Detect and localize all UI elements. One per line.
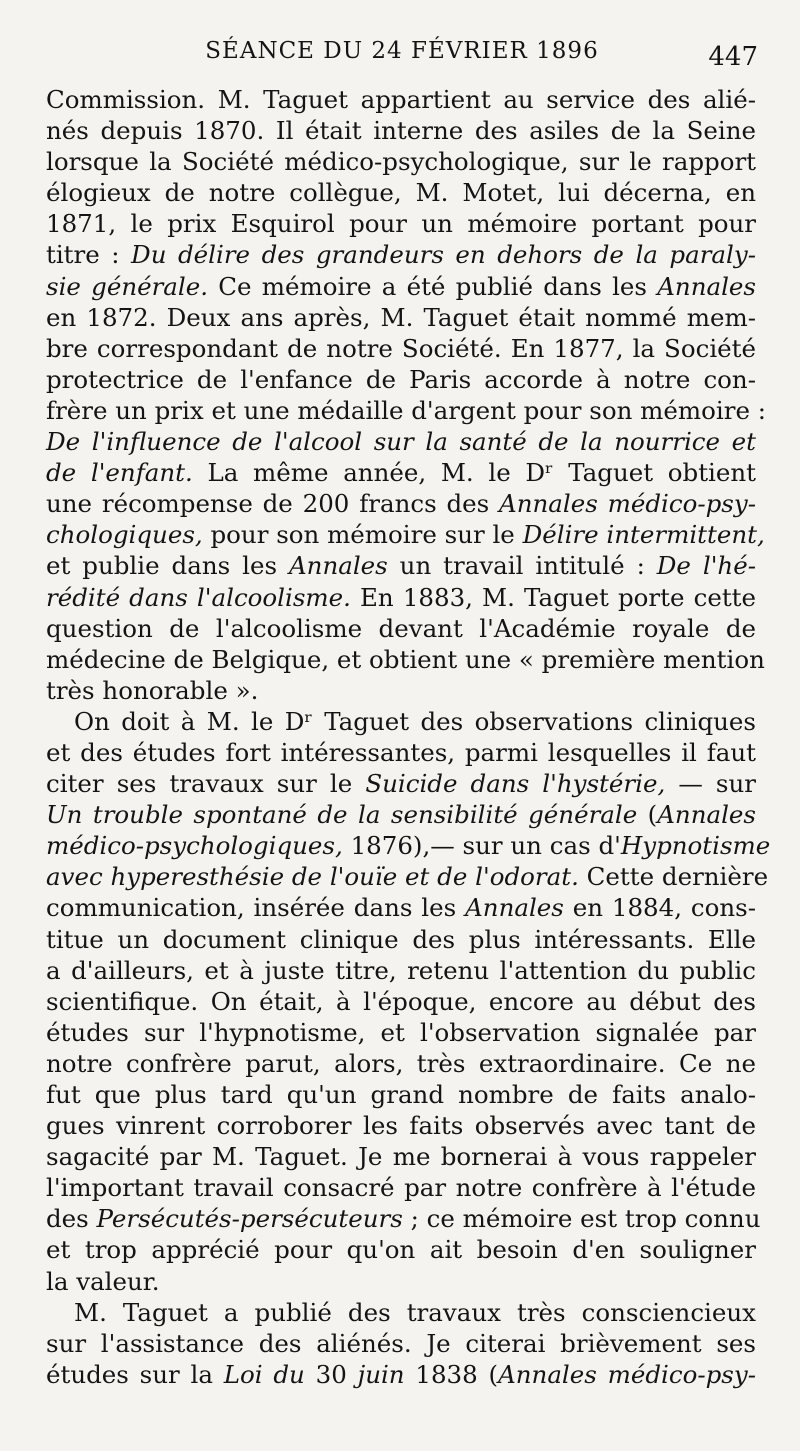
page-number: 447: [708, 42, 758, 72]
text-line: [46, 1141, 756, 1172]
text-segment: notre confrère parut, alors, très extraordinaire. Ce ne: [46, 1048, 756, 1078]
text-segment: fut que plus tard qu'un grand nombre de faits analo-: [46, 1080, 756, 1109]
text-segment: lorsque la Société médico-psychologique, sur le rapport: [46, 147, 756, 177]
text-line: [46, 675, 756, 706]
text-line: [46, 146, 756, 177]
italic-text: Loi du: [223, 1359, 305, 1389]
text-line: [46, 861, 769, 892]
text-segment: sur l'assistance des aliénés. Je citerai brièvement ses: [46, 1328, 756, 1358]
text-segment: M. Taguet a publié des travaux très consciencieux: [74, 1297, 756, 1327]
text-line: [46, 1048, 756, 1079]
text-line: [46, 986, 756, 1017]
italic-text: Délire intermittent,: [522, 520, 765, 550]
text-segment: — sur: [665, 769, 756, 799]
text-segment: en 1884, cons-: [563, 893, 756, 923]
text-segment: gues vinrent corroborer les faits observés avec tant de: [46, 1111, 756, 1141]
running-head: SÉANCE DU 24 FÉVRIER 1896: [205, 38, 599, 64]
text-segment: titue un document clinique des plus intéressants. Elle: [46, 924, 756, 954]
text-line: [46, 1297, 756, 1328]
page-header: [46, 38, 758, 78]
text-segment: élogieux de notre collègue, M. Motet, lui décerna, en: [46, 178, 756, 208]
text-segment: 1871, le prix Esquirol pour un mémoire portant pour: [46, 209, 756, 239]
text-line: [46, 395, 766, 426]
italic-text: De l'hé-: [656, 551, 756, 581]
text-segment: question de l'alcoolisme devant l'Académie royale de: [46, 613, 756, 643]
text-segment: une récompense de 200 francs des: [46, 489, 500, 519]
text-line: [46, 1079, 756, 1110]
text-segment: un travail intitulé :: [387, 551, 657, 581]
text-line: [46, 1359, 756, 1390]
text-segment: On doit à M. le Dʳ Taguet des observations cliniques: [74, 706, 756, 736]
text-line: [46, 550, 756, 581]
text-line: [46, 955, 756, 986]
body-text: [46, 84, 771, 1390]
text-segment: ; ce mémoire est trop connu: [402, 1204, 761, 1234]
text-line: [46, 1328, 756, 1359]
text-segment: et des études fort intéressantes, parmi lesquelles il faut: [46, 737, 756, 767]
text-line: [46, 115, 756, 146]
text-segment: La même année, M. le Dʳ Taguet obtient: [192, 458, 757, 488]
text-line: [46, 519, 765, 550]
text-line: [46, 582, 756, 613]
italic-text: rédité dans l'alcoolisme.: [46, 582, 351, 612]
text-line: [46, 1234, 756, 1265]
text-line: [46, 333, 756, 364]
text-segment: études sur l'hypnotisme, et l'observation signalée par: [46, 1017, 756, 1047]
text-line: [46, 488, 756, 519]
text-segment: protectrice de l'enfance de Paris accorde à notre con-: [46, 364, 756, 394]
text-line: [46, 924, 756, 955]
text-segment: frère un prix et une médaille d'argent pour son mémoire :: [46, 395, 766, 425]
text-line: [46, 84, 756, 115]
text-segment: scientifique. On était, à l'époque, encore au début des: [46, 986, 756, 1016]
text-segment: citer ses travaux sur le: [46, 769, 366, 799]
text-line: [46, 768, 756, 799]
italic-text: De l'influence de l'alcool sur la santé de la nourrice et: [46, 427, 756, 457]
italic-text: Annales: [657, 800, 756, 830]
text-line: [46, 426, 756, 457]
italic-text: Annales médico-psy-: [499, 489, 756, 519]
text-line: [46, 239, 756, 270]
text-line: [46, 1017, 756, 1048]
text-segment: pour son mémoire sur le: [202, 520, 523, 550]
text-segment: En 1883, M. Taguet porte cette: [350, 582, 757, 612]
italic-text: Annales: [465, 893, 564, 923]
text-line: [46, 830, 771, 861]
text-segment: 1876),— sur un cas d': [342, 831, 621, 861]
text-segment: la valeur.: [46, 1266, 160, 1296]
text-line: [46, 177, 756, 208]
italic-text: Hypnotisme: [620, 831, 771, 861]
text-segment: nés depuis 1870. Il était interne des asiles de la Seine: [46, 116, 756, 146]
text-line: [46, 1172, 756, 1203]
text-segment: Cette dernière: [578, 862, 769, 892]
text-segment: études sur la: [46, 1359, 224, 1389]
text-segment: 1838 (: [404, 1359, 499, 1389]
text-segment: a d'ailleurs, et à juste titre, retenu l'attention du public: [46, 955, 756, 985]
italic-text: Annales: [657, 271, 756, 301]
text-line: [46, 208, 756, 239]
text-segment: Ce mémoire a été publié dans les: [208, 271, 658, 301]
italic-text: Annales: [288, 551, 388, 581]
text-segment: et trop apprécié pour qu'on ait besoin d'en souligner: [46, 1235, 756, 1265]
text-line: [46, 1110, 756, 1141]
text-segment: très honorable ».: [46, 675, 259, 705]
italic-text: Annales médico-psy-: [498, 1359, 757, 1389]
text-line: [46, 799, 756, 830]
text-segment: en 1872. Deux ans après, M. Taguet était nommé mem-: [46, 302, 756, 332]
italic-text: de l'enfant.: [46, 458, 193, 488]
italic-text: médico-psychologiques,: [46, 831, 343, 861]
text-segment: titre :: [46, 240, 132, 270]
text-line: [46, 706, 756, 737]
text-line: [46, 302, 756, 333]
text-segment: (: [637, 800, 658, 830]
text-line: [46, 364, 756, 395]
text-line: [46, 613, 756, 644]
text-line: [46, 737, 756, 768]
italic-text: Un trouble spontané de la sensibilité générale: [46, 800, 638, 830]
text-segment: 30: [304, 1359, 358, 1389]
italic-text: Suicide dans l'hystérie,: [365, 769, 666, 799]
text-line: [46, 1266, 756, 1297]
text-segment: bre correspondant de notre Société. En 1877, la Société: [46, 333, 756, 363]
italic-text: chologiques,: [46, 520, 203, 550]
text-segment: communication, insérée dans les: [46, 893, 466, 923]
text-segment: sagacité par M. Taguet. Je me bornerai à vous rappeler: [46, 1142, 756, 1172]
text-segment: des: [46, 1204, 97, 1234]
text-segment: et publie dans les: [46, 551, 289, 581]
text-line: [46, 644, 765, 675]
italic-text: Persécutés-persécuteurs: [96, 1204, 403, 1234]
italic-text: Du délire des grandeurs en dehors de la paraly-: [131, 240, 756, 270]
italic-text: sie générale.: [46, 271, 209, 301]
text-line: [46, 457, 756, 488]
text-line: [46, 892, 756, 923]
italic-text: juin: [357, 1359, 405, 1389]
text-line: [46, 271, 756, 302]
text-line: [46, 1203, 761, 1234]
text-segment: l'important travail consacré par notre confrère à l'étude: [46, 1173, 756, 1203]
text-segment: médecine de Belgique, et obtient une « première mention: [46, 644, 765, 674]
italic-text: avec hyperesthésie de l'ouïe et de l'odorat.: [46, 862, 579, 892]
text-segment: Commission. M. Taguet appartient au service des alié-: [46, 85, 756, 114]
